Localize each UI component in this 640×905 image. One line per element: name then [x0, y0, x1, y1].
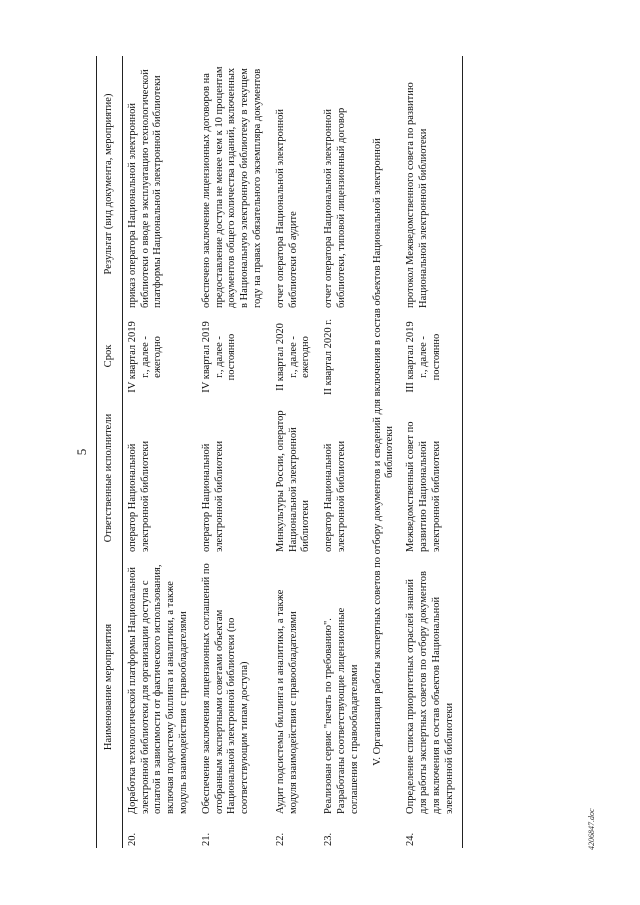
row-name: Определение списка приоритетных отраслей знаний для работы экспертных советов по отбору документов для включения в состав объектов Национальной электронной библиотеки: [401, 556, 463, 818]
plan-table: [96, 56, 463, 848]
row-deadline: IV квартал 2019 г., далее - постоянно: [200, 321, 238, 393]
header-name: Наименование мероприятия: [97, 556, 123, 818]
row-deadline: IV квартал 2019 г., далее - ежегодно: [126, 321, 164, 393]
row-number: 23.: [323, 832, 335, 846]
rotated-document-page: [40, 42, 600, 862]
row-result: отчет оператора Национальной электронной библиотеки, типовой лицензионный договор: [323, 107, 347, 308]
row-deadline: II квартал 2020 г.: [323, 318, 335, 396]
table-row: [197, 56, 271, 848]
row-name: Доработка технологической платформы Национальной электронной библиотеки для организации доступа с оплатой в зависимости от фактического использования, включая подсистему биллинга и аналитики, а также модуль взаимодействия с правообладателями: [126, 564, 189, 814]
header-executors: Ответственные исполнители: [97, 400, 123, 556]
header-deadline: Срок: [97, 312, 123, 400]
row-number: 22.: [274, 832, 286, 846]
row-executors: оператор Национальной электронной библиотеки: [323, 440, 347, 552]
row-number: 21.: [200, 832, 212, 846]
page-number: 5: [74, 448, 89, 456]
section-heading: V. Организация работы экспертных советов по отбору документов и сведений для включения в состав объектов Национальной электронной библиотеки: [371, 138, 396, 766]
row-executors: оператор Национальной электронной библиотеки: [200, 440, 225, 552]
row-result: протокол Межведомственного совета по развитию Национальной электронной библиотеки: [401, 56, 463, 312]
section-heading-row: [368, 56, 402, 848]
row-executors: оператор Национальной электронной библиотеки: [126, 440, 151, 552]
table-row: [271, 56, 319, 848]
row-result: отчет оператора Национальной электронной библиотеки об аудите: [274, 108, 299, 308]
row-name: Реализован сервис "печать по требованию". Разработаны соответствующие лицензионные соглашения с правообладателями: [323, 607, 360, 814]
row-name: Обеспечение заключения лицензионных соглашений по отобранным экспертными советами объектам Национальной электронной библиотеки (по соответствующим типам доступа): [200, 563, 251, 814]
document-file-name: 4206847.doc: [587, 808, 596, 850]
row-deadline: III квартал 2019 г., далее - постоянно: [401, 312, 463, 400]
row-number: 20.: [126, 832, 138, 846]
row-result: приказ оператора Национальной электронной библиотеки о вводе в эксплуатацию технологической платформы Национальной электронной библиотеки: [126, 69, 164, 308]
table-header-row: [97, 56, 123, 848]
header-result: Результат (вид документа, мероприятие): [97, 56, 123, 312]
table-row: [401, 56, 463, 848]
row-result: обеспечено заключение лицензионных договоров на предоставление доступа не менее чем к 10 процентам документов общего количества изданий, включенных в Национальную электронную библиотеку в текущем году на правах обязательного экземпляра документов: [200, 66, 263, 308]
header-num: [97, 818, 123, 848]
row-executors: Межведомственный совет по развитию Национальной электронной библиотеки: [401, 400, 463, 556]
table-row: [319, 56, 367, 848]
row-deadline: II квартал 2020 г., далее - ежегодно: [274, 323, 312, 391]
row-name: Аудит подсистемы биллинга и аналитики, а также модуля взаимодействия с правообладателями: [274, 589, 299, 814]
row-executors: Минкультуры России, оператор Национальной электронной библиотеки: [274, 410, 312, 552]
table-row: [122, 56, 196, 848]
row-number: 24.: [401, 818, 463, 848]
